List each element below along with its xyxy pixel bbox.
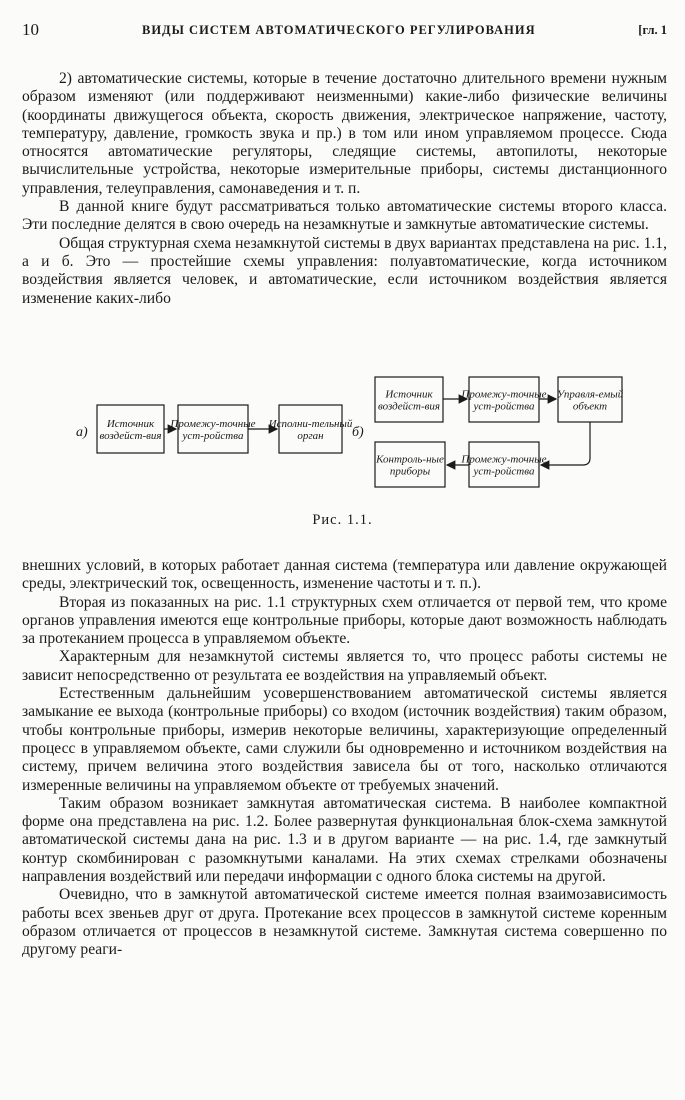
block-label: Источник воздейст-вия: [99, 418, 162, 442]
block-label: Источник воздейст-вия: [377, 388, 441, 413]
block-label: Промежу-точные уст-ройства: [461, 388, 547, 413]
paragraph: В данной книге будут рассматриваться только автоматические системы второго класса. Эти последние делятся в свою очередь на незамкнутые и замкнутые автоматические системы.: [22, 198, 667, 234]
paragraph: Общая структурная схема незамкнутой системы в двух вариантах представлена на рис. 1.1, а и б. Это — простейшие схемы управления: полуавтоматические, когда источником воздействия является человек, и автоматические, если источником воздействия является изменение каких-либо: [22, 234, 667, 307]
figure-1-1: [70, 372, 630, 502]
paragraph: внешних условий, в которых работает данная система (температура или давление окружающей среды, электрический ток, освещенность, изменение частоты и т. п.).: [22, 557, 667, 593]
chapter-marker: [гл. 1: [638, 23, 667, 37]
body-text-bottom: [22, 557, 667, 960]
paragraph: Таким образом возникает замкнутая автоматическая система. В наиболее компактной форме она представлена на рис. 1.2. Более развернутая функциональная блок-схема замкнутой автоматической системы дана на рис. 1.3 и в другом варианте — на рис. 1.4, где замкнутый контур скомбинирован с разомкнутыми каналами. На этих схемах стрелками обозначены направления воздействий или передачи информации с одного блока системы на другой.: [22, 794, 667, 886]
page-number: 10: [22, 20, 39, 39]
paragraph: Вторая из показанных на рис. 1.1 структурных схем отличается от первой тем, что кроме органов управления имеются еще контрольные приборы, которые дают возможность наблюдать за протеканием процесса в управляемом объекте.: [22, 593, 667, 648]
figure-caption: Рис. 1.1.: [312, 512, 373, 528]
block-label: Промежу-точные уст-ройства: [461, 453, 547, 478]
block-label: Управля-емый объект: [556, 388, 624, 413]
running-title: ВИДЫ СИСТЕМ АВТОМАТИЧЕСКОГО РЕГУЛИРОВАНИЯ: [142, 23, 536, 37]
block-label: Промежу-точные уст-ройства: [170, 418, 256, 442]
label-b: б): [352, 425, 364, 440]
block-label: Исполни-тельный орган: [268, 418, 353, 442]
paragraph: 2) автоматические системы, которые в течение достаточно длительного времени нужным образом изменяют (или поддерживают неизменными) какие-либо физические величины (координаты движущегося объекта, скорость движения, электрическое напряжение, частоту, температуру, давление, громкость звука и пр.) в том или ином управляемом процессе. Сюда относятся автоматические регуляторы, следящие системы, автопилоты, некоторые вычислительные устройства, некоторые измерительные приборы, системы дистанционного управления, телеуправления, самонаведения и т. п.: [22, 70, 667, 197]
paragraph: Очевидно, что в замкнутой автоматической системе имеется полная взаимозависимость работы всех звеньев друг от друга. Протекание всех процессов в замкнутой системе коренным образом отличается от процессов в незамкнутой системе. Замкнутая система совершенно по другому реаги-: [22, 886, 667, 959]
paragraph: Естественным дальнейшим усовершенствованием автоматической системы является замыкание ее выхода (контрольные приборы) со входом (источник воздействия) таким образом, чтобы контрольные приборы, измерив некоторые величины, характеризующие определенный процесс в управляемом объекте, сами служили бы одновременно и источником воздействия на систему, причем величина этого воздействия зависела бы от того, насколько отличаются измеренные величины на управляемом объекте от требуемых значений.: [22, 685, 667, 794]
label-a: а): [76, 425, 88, 440]
arrow: [541, 422, 590, 465]
paragraph: Характерным для незамкнутой системы является то, что процесс работы системы не зависит непосредственно от результата ее воздействия на управляемый объект.: [22, 648, 667, 684]
body-text-top: [22, 70, 667, 308]
block-label: Контроль-ные приборы: [376, 453, 444, 478]
running-header: [22, 20, 667, 44]
block-diagram: [70, 372, 630, 502]
